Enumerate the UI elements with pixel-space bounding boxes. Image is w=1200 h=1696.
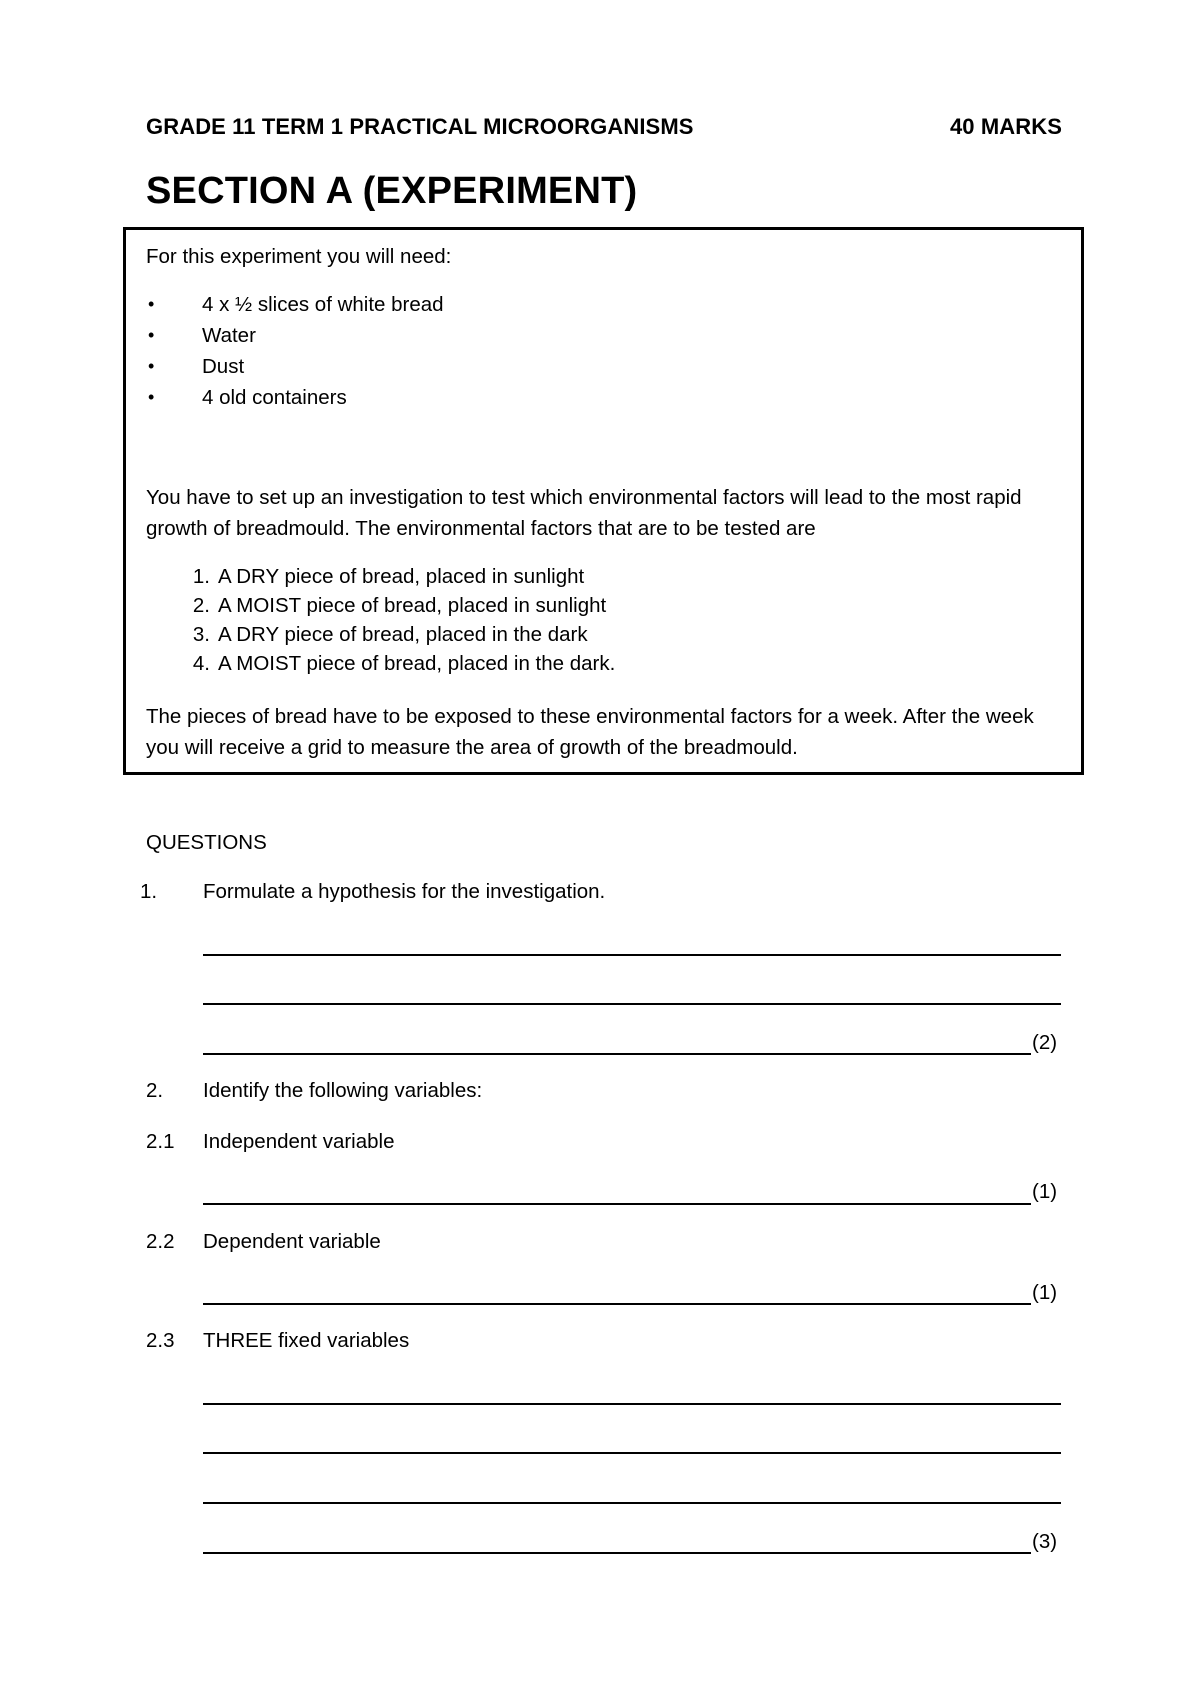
bullet-icon: • (148, 325, 155, 345)
answer-line[interactable] (203, 1452, 1061, 1454)
header (146, 114, 1062, 140)
question-text: Identify the following variables: (203, 1079, 483, 1102)
list-item: • 4 old containers (146, 382, 444, 413)
list-item: 3. A DRY piece of bread, placed in the dark (192, 623, 588, 646)
question-number: 2. (146, 1079, 164, 1102)
answer-line[interactable] (203, 1003, 1061, 1005)
answer-line[interactable] (203, 1403, 1061, 1405)
bullet-icon: • (148, 294, 155, 314)
closing-paragraph: The pieces of bread have to be exposed to these environmental factors for a week. After the week you will receive a grid to measure the area of growth of the breadmould. (146, 705, 1034, 759)
question-number: 2.3 (146, 1329, 175, 1352)
answer-line[interactable] (203, 1552, 1031, 1554)
list-item: • Dust (146, 351, 444, 382)
total-marks: 40 MARKS (949, 114, 1062, 139)
question-text: Formulate a hypothesis for the investigation. (203, 880, 606, 903)
answer-line[interactable] (203, 1502, 1061, 1504)
question-marks: (1) (1032, 1281, 1058, 1304)
factors-list (146, 562, 615, 678)
bullet-icon: • (148, 387, 155, 407)
question-marks: (1) (1032, 1180, 1058, 1203)
list-item: 1. A DRY piece of bread, placed in sunlight (192, 565, 585, 588)
answer-line[interactable] (203, 954, 1061, 956)
materials-intro: For this experiment you will need: (146, 245, 452, 268)
instruction-paragraph: You have to set up an investigation to test which environmental factors will lead to the most rapid growth of breadmould. The environmental factors that are to be tested are (146, 486, 1022, 540)
bullet-icon: • (148, 356, 155, 376)
question-marks: (3) (1032, 1530, 1058, 1553)
list-item: • 4 x ½ slices of white bread (146, 289, 444, 320)
section-title: SECTION A (EXPERIMENT) (146, 170, 638, 212)
question-number: 2.2 (146, 1230, 175, 1253)
worksheet-title: GRADE 11 TERM 1 PRACTICAL MICROORGANISMS (146, 114, 694, 139)
answer-line[interactable] (203, 1203, 1031, 1205)
question-text: THREE fixed variables (203, 1329, 410, 1352)
list-item: 2. A MOIST piece of bread, placed in sunlight (192, 594, 607, 617)
question-text: Dependent variable (203, 1230, 381, 1253)
answer-line[interactable] (203, 1303, 1031, 1305)
list-item: • Water (146, 320, 444, 351)
answer-line[interactable] (203, 1053, 1031, 1055)
question-number: 1. (140, 880, 158, 903)
questions-heading: QUESTIONS (146, 831, 267, 854)
question-number: 2.1 (146, 1130, 175, 1153)
materials-list (146, 289, 444, 413)
list-item: 4. A MOIST piece of bread, placed in the dark. (192, 652, 616, 675)
question-marks: (2) (1032, 1031, 1058, 1054)
question-text: Independent variable (203, 1130, 395, 1153)
